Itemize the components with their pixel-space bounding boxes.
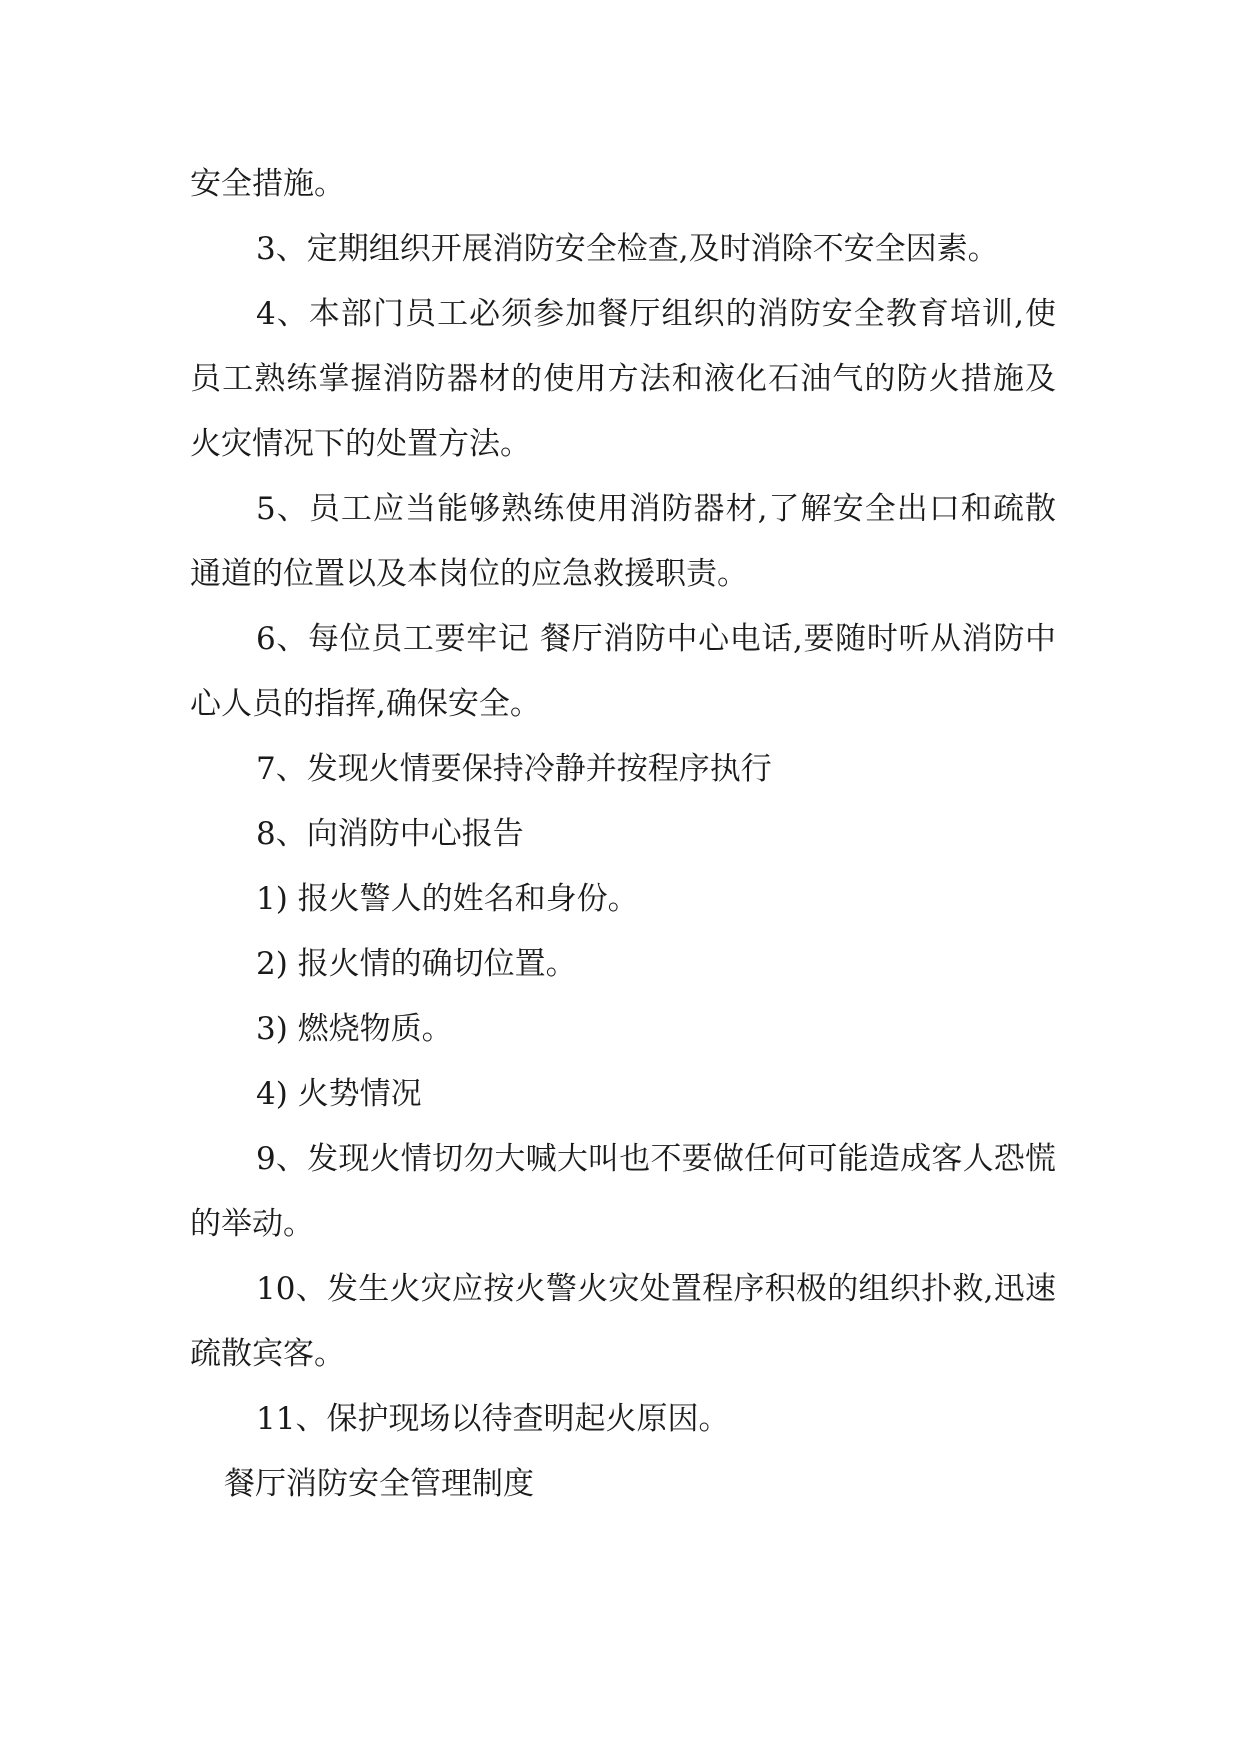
sub-item-1: 1) 报火警人的姓名和身份。 xyxy=(256,881,639,917)
paragraph-item-8: 8、向消防中心报告 xyxy=(256,816,524,852)
paragraph-item-5: 5、员工应当能够熟练使用消防器材,了解安全出口和疏散通道的位置以及本岗位的应急救援职责。 xyxy=(190,491,1056,592)
paragraph-item-3: 3、定期组织开展消防安全检查,及时消除不安全因素。 xyxy=(256,231,999,267)
sub-item-4: 4) 火势情况 xyxy=(256,1076,422,1112)
section-title: 餐厅消防安全管理制度 xyxy=(224,1466,534,1502)
paragraph-item-10: 10、发生火灾应按火警火灾处置程序积极的组织扑救,迅速疏散宾客。 xyxy=(190,1271,1056,1372)
paragraph-item-6: 6、每位员工要牢记 餐厅消防中心电话,要随时听从消防中心人员的指挥,确保安全。 xyxy=(190,621,1056,722)
paragraph-item-7: 7、发现火情要保持冷静并按程序执行 xyxy=(256,751,772,787)
paragraph-item-9: 9、发现火情切勿大喊大叫也不要做任何可能造成客人恐慌的举动。 xyxy=(190,1141,1056,1242)
paragraph-continuation: 安全措施。 xyxy=(190,166,345,202)
sub-item-2: 2) 报火情的确切位置。 xyxy=(256,946,577,982)
document-body xyxy=(190,152,1056,1517)
paragraph-item-4: 4、本部门员工必须参加餐厅组织的消防安全教育培训,使员工熟练掌握消防器材的使用方法和液化石油气的防火措施及火灾情况下的处置方法。 xyxy=(190,296,1056,462)
sub-item-3: 3) 燃烧物质。 xyxy=(256,1011,453,1047)
paragraph-item-11: 11、保护现场以待查明起火原因。 xyxy=(256,1401,730,1437)
